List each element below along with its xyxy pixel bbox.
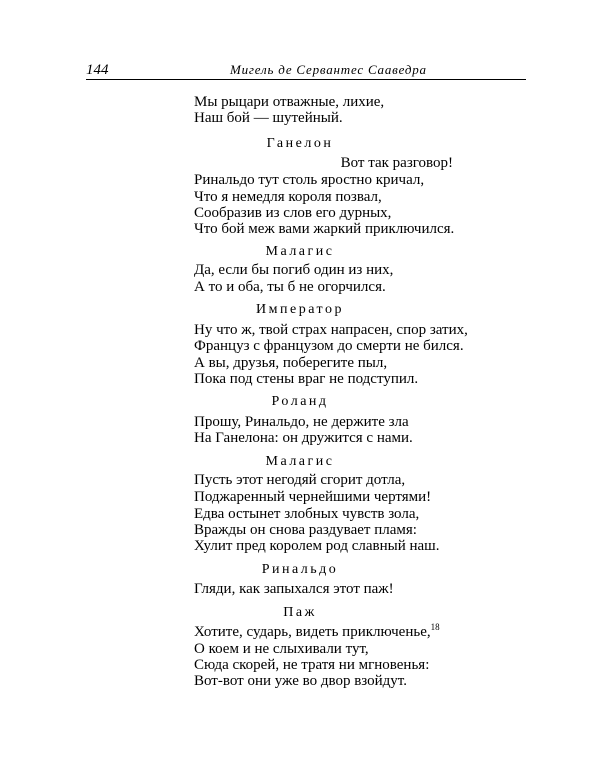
verse-line: О коем и не слыхивали тут, [194, 641, 369, 657]
verse-line: Вот так разговор! [340, 155, 453, 171]
speaker-name: Ганелон [266, 136, 334, 151]
verse-line-text: Хотите, сударь, видеть приключенье, [194, 624, 431, 640]
verse-line: Наш бой — шутейный. [194, 110, 343, 126]
verse-line: Вражды он снова раздувает пламя: [194, 522, 417, 538]
verse-line: А то и оба, ты б не огорчился. [194, 279, 386, 295]
verse-line: Сюда скорей, не тратя ни мгновенья: [194, 657, 430, 673]
verse-line: Француз с французом до смерти не бился. [194, 338, 464, 354]
speaker-name: Паж [283, 605, 317, 620]
verse-line: Гляди, как запыхался этот паж! [194, 581, 394, 597]
running-title: Мигель де Сервантес Сааведра [230, 62, 427, 77]
speaker-name: Роланд [271, 394, 329, 409]
verse-line: Да, если бы погиб один из них, [194, 262, 394, 278]
verse-line: Поджаренный чернейшими чертями! [194, 489, 432, 505]
verse-line: Мы рыцари отважные, лихие, [194, 94, 385, 110]
verse-line: А вы, друзья, поберегите пыл, [194, 355, 388, 371]
verse-line: Едва остынет злобных чувств зола, [194, 506, 420, 522]
verse-line: Что я немедля короля позвал, [194, 189, 382, 205]
verse-line: Вот-вот они уже во двор взойдут. [194, 673, 407, 689]
footnote-marker: 18 [430, 622, 440, 632]
page-number: 144 [86, 62, 109, 78]
speaker-name: Ринальдо [261, 562, 339, 577]
verse-line: Что бой меж вами жаркий приключился. [194, 221, 455, 237]
speaker-name: Малагис [265, 454, 335, 469]
verse-line: Прошу, Ринальдо, не держите зла [194, 414, 409, 430]
verse-line: На Ганелона: он дружится с нами. [194, 430, 413, 446]
verse-line: Сообразив из слов его дурных, [194, 205, 392, 221]
speaker-name: Император [256, 302, 344, 317]
verse-line: Ну что ж, твой страх напрасен, спор затих, [194, 322, 468, 338]
verse-line: Пусть этот негодяй сгорит дотла, [194, 472, 406, 488]
verse-line: Пока под стены враг не подступил. [194, 371, 419, 387]
verse-line: Хулит пред королем род славный наш. [194, 538, 440, 554]
speaker-name: Малагис [265, 244, 335, 259]
verse-line: Ринальдо тут столь яростно кричал, [194, 172, 425, 188]
verse-line [194, 624, 440, 640]
